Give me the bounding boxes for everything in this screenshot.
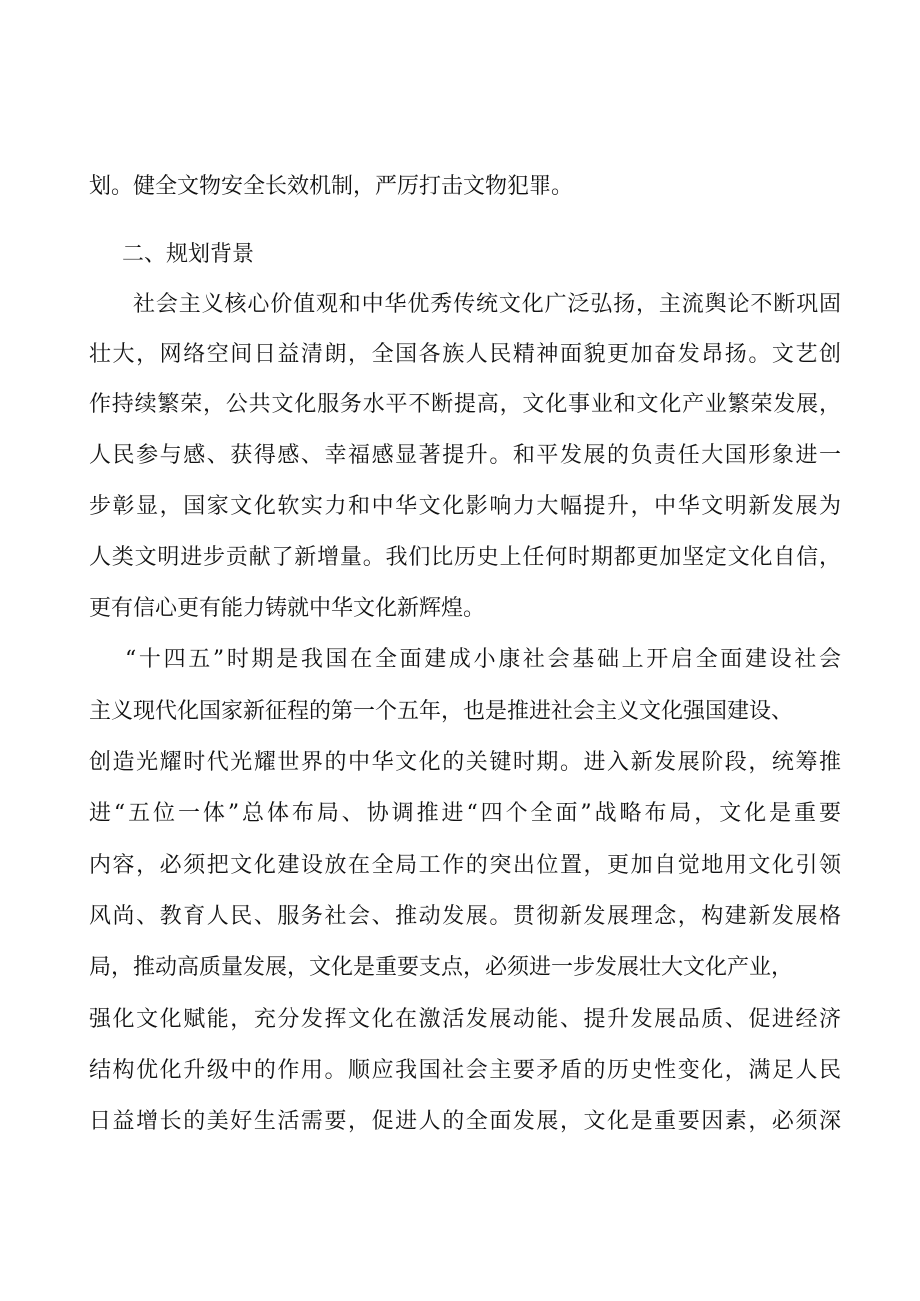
paragraph-line: 社会主义核心价值观和中华优秀传统文化广泛弘扬，主流舆论不断巩固 — [133, 292, 841, 317]
paragraph-line: 人类文明进步贡献了新增量。我们比历史上任何时期都更加坚定文化自信， — [89, 545, 841, 570]
paragraph-line: 日益增长的美好生活需要，促进人的全面发展，文化是重要因素，必须深 — [89, 1109, 841, 1134]
paragraph-line: 内容，必须把文化建设放在全局工作的突出位置，更加自觉地用文化引领 — [89, 853, 841, 878]
paragraph-line: 步彰显，国家文化软实力和中华文化影响力大幅提升，中华文明新发展为 — [89, 494, 841, 519]
paragraph-line: 强化文化赋能，充分发挥文化在激活发展动能、提升发展品质、促进经济 — [89, 1007, 841, 1032]
paragraph-line: 作持续繁荣，公共文化服务水平不断提高，文化事业和文化产业繁荣发展， — [89, 392, 841, 417]
paragraph-line: “十四五”时期是我国在全面建成小康社会基础上开启全面建设社会 — [125, 647, 841, 672]
paragraph-line: 风尚、教育人民、服务社会、推动发展。贯彻新发展理念，构建新发展格 — [89, 904, 841, 929]
paragraph-line: 更有信心更有能力铸就中华文化新辉煌。 — [89, 596, 486, 621]
paragraph-line: 壮大，网络空间日益清朗，全国各族人民精神面貌更加奋发昂扬。文艺创 — [89, 342, 841, 367]
paragraph-line: 进“五位一体”总体布局、协调推进“四个全面”战略布局，文化是重要 — [89, 801, 841, 826]
paragraph-line: 局，推动高质量发展，文化是重要支点，必须进一步发展壮大文化产业， — [89, 955, 794, 980]
paragraph-line: 主义现代化国家新征程的第一个五年，也是推进社会主义文化强国建设、 — [89, 699, 794, 724]
paragraph-line: 结构优化升级中的作用。顺应我国社会主要矛盾的历史性变化，满足人民 — [89, 1058, 841, 1083]
section-heading: 二、规划背景 — [122, 242, 255, 267]
paragraph-line: 划。健全文物安全长效机制，严厉打击文物犯罪。 — [89, 174, 574, 199]
paragraph-line: 创造光耀时代光耀世界的中华文化的关键时期。进入新发展阶段，统筹推 — [89, 750, 841, 775]
paragraph-line: 人民参与感、获得感、幸福感显著提升。和平发展的负责任大国形象进一 — [89, 443, 841, 468]
